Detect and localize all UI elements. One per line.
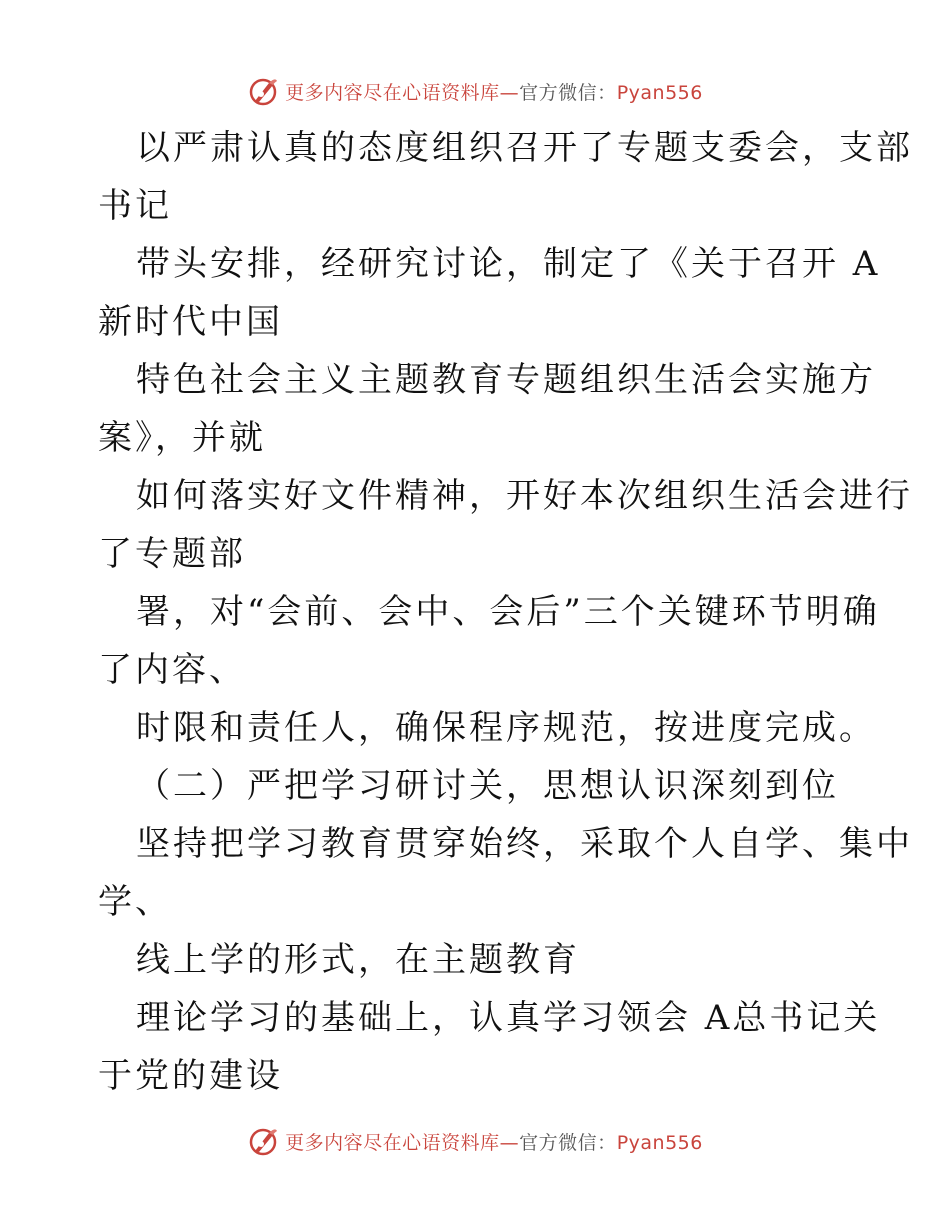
header-watermark bbox=[0, 71, 950, 111]
text-line: 于党的建设 bbox=[98, 1056, 283, 1096]
text-line: 学、 bbox=[98, 882, 172, 922]
section-heading: （二）严把学习研讨关，思想认识深刻到位 bbox=[136, 766, 839, 806]
text-line: 带头安排，经研究讨论，制定了《关于召开 A bbox=[136, 244, 881, 284]
text-line: 书记 bbox=[98, 186, 172, 226]
watermark-wechat-label: 官方微信： bbox=[519, 81, 617, 104]
text-line: 特色社会主义主题教育专题组织生活会实施方 bbox=[136, 360, 876, 400]
watermark-wechat-label: 官方微信： bbox=[519, 1131, 617, 1154]
watermark-separator: — bbox=[499, 1131, 520, 1154]
text-line: 以严肃认真的态度组织召开了专题支委会，支部 bbox=[136, 128, 913, 168]
text-line: 新时代中国 bbox=[98, 302, 283, 342]
text-line: 坚持把学习教育贯穿始终，采取个人自学、集中 bbox=[136, 824, 913, 864]
text-line: 了专题部 bbox=[98, 534, 246, 574]
watermark-wechat-id: Pyan556 bbox=[616, 1131, 703, 1154]
text-line: 线上学的形式，在主题教育 bbox=[136, 940, 580, 980]
text-line: 案》，并就 bbox=[98, 418, 266, 458]
text-line: 了内容、 bbox=[98, 650, 246, 690]
text-line: 如何落实好文件精神，开好本次组织生活会进行 bbox=[136, 476, 913, 516]
text-line: 理论学习的基础上，认真学习领会 A总书记关 bbox=[136, 998, 881, 1038]
watermark-text bbox=[285, 1128, 703, 1155]
footer-watermark bbox=[0, 1121, 950, 1161]
watermark-site-text: 更多内容尽在心语资料库 bbox=[285, 1131, 500, 1154]
text-line: 时限和责任人，确保程序规范，按进度完成。 bbox=[136, 708, 876, 748]
watermark-wechat-id: Pyan556 bbox=[616, 81, 703, 104]
text-line: 署，对“会前、会中、会后”三个关键环节明确 bbox=[136, 592, 880, 632]
quill-logo-icon bbox=[247, 75, 279, 107]
watermark-text bbox=[285, 78, 703, 105]
quill-logo-icon bbox=[247, 1125, 279, 1157]
watermark-site-text: 更多内容尽在心语资料库 bbox=[285, 81, 500, 104]
watermark-separator: — bbox=[499, 81, 520, 104]
